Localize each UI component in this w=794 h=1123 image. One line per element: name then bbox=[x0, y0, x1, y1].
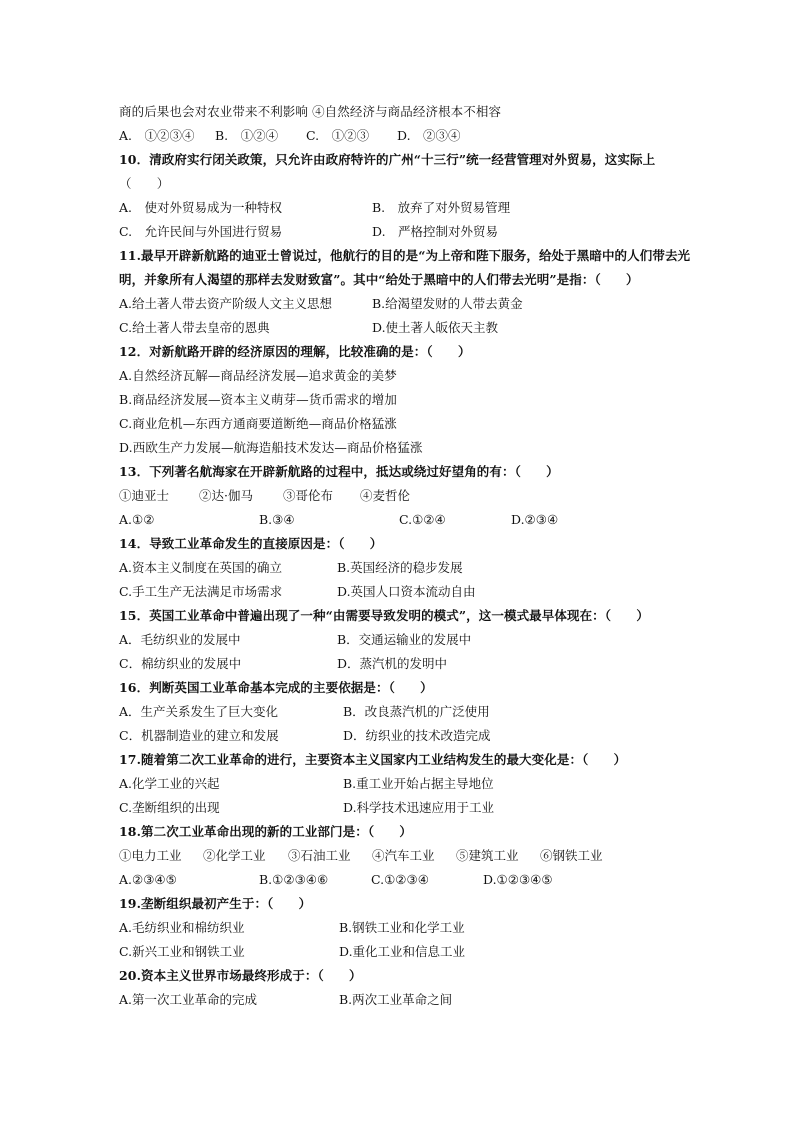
answer-option: A. ①②③④ bbox=[119, 128, 195, 143]
answer-option: D. 严格控制对外贸易 bbox=[372, 224, 499, 239]
answer-option: ③石油工业 bbox=[288, 848, 351, 863]
answer-option: A.毛纺织业和棉纺织业 bbox=[119, 920, 245, 935]
answer-option: C.手工生产无法满足市场需求 bbox=[119, 584, 283, 599]
answer-option: ④汽车工业 bbox=[372, 848, 435, 863]
answer-option: A.化学工业的兴起 bbox=[119, 776, 220, 791]
answer-option: D.英国人口资本流动自由 bbox=[337, 584, 476, 599]
answer-option: A.给土著人带去资产阶级人文主义思想 bbox=[119, 296, 333, 311]
answer-option: ②达·伽马 bbox=[199, 488, 253, 503]
answer-option: D．蒸汽机的发明中 bbox=[337, 656, 448, 671]
question-text: 11.最早开辟新航路的迪亚士曾说过，他航行的目的是“为上帝和陛下服务，给处于黑暗中的人们带去光 bbox=[119, 248, 691, 263]
answer-option: A.①② bbox=[119, 512, 155, 527]
question-text: 12．对新航路开辟的经济原因的理解，比较准确的是：（ ） bbox=[119, 344, 471, 359]
answer-option: C. ①②③ bbox=[306, 128, 370, 143]
answer-option: C.给土著人带去皇帝的恩典 bbox=[119, 320, 270, 335]
answer-option: ⑥钢铁工业 bbox=[540, 848, 603, 863]
answer-option: D. ②③④ bbox=[397, 128, 461, 143]
answer-option: A．毛纺织业的发展中 bbox=[119, 632, 241, 647]
question-text: 16．判断英国工业革命基本完成的主要依据是：（ ） bbox=[119, 680, 433, 695]
answer-option: ⑤建筑工业 bbox=[456, 848, 519, 863]
text-line: （ ） bbox=[119, 176, 170, 191]
answer-option: A.第一次工业革命的完成 bbox=[119, 992, 258, 1007]
question-text: 17.随着第二次工业革命的进行，主要资本主义国家内工业结构发生的最大变化是：（ ） bbox=[119, 752, 627, 767]
question-text: 10．清政府实行闭关政策，只允许由政府特许的广州“十三行”统一经营管理对外贸易，这实际上 bbox=[119, 152, 656, 167]
question-text: 19.垄断组织最初产生于：（ ） bbox=[119, 896, 312, 911]
answer-option: C．棉纺织业的发展中 bbox=[119, 656, 242, 671]
answer-option: ②化学工业 bbox=[203, 848, 266, 863]
text-line: A.自然经济瓦解—商品经济发展—追求黄金的美梦 bbox=[119, 368, 397, 383]
answer-option: B.①②③④⑥ bbox=[259, 872, 329, 887]
answer-option: ③哥伦布 bbox=[283, 488, 334, 503]
question-text: 20.资本主义世界市场最终形成于：（ ） bbox=[119, 968, 362, 983]
answer-option: A.资本主义制度在英国的确立 bbox=[119, 560, 283, 575]
answer-option: ④麦哲伦 bbox=[360, 488, 411, 503]
answer-option: ①电力工业 bbox=[119, 848, 182, 863]
answer-option: D.使土著人皈依天主教 bbox=[372, 320, 499, 335]
answer-option: A. 使对外贸易成为一种特权 bbox=[119, 200, 283, 215]
question-text: 13．下列著名航海家在开辟新航路的过程中，抵达或绕过好望角的有：（ ） bbox=[119, 464, 559, 479]
answer-option: D.②③④ bbox=[511, 512, 559, 527]
answer-option: B．交通运输业的发展中 bbox=[337, 632, 472, 647]
answer-option: A.②③④⑤ bbox=[119, 872, 177, 887]
question-text: 15．英国工业革命中普遍出现了一种“由需要导致发明的模式”，这一模式最早体现在：（ ） bbox=[119, 608, 649, 623]
answer-option: B．改良蒸汽机的广泛使用 bbox=[343, 704, 490, 719]
answer-option: B.钢铁工业和化学工业 bbox=[339, 920, 465, 935]
text-line: B.商品经济发展—资本主义萌芽—货币需求的增加 bbox=[119, 392, 397, 407]
text-line: 商的后果也会对农业带来不利影响 ④自然经济与商品经济根本不相容 bbox=[119, 104, 502, 119]
answer-option: C.新兴工业和钢铁工业 bbox=[119, 944, 245, 959]
answer-option: D．纺织业的技术改造完成 bbox=[343, 728, 491, 743]
answer-option: A．生产关系发生了巨大变化 bbox=[119, 704, 279, 719]
answer-option: C. 允许民间与外国进行贸易 bbox=[119, 224, 283, 239]
answer-option: B.给渴望发财的人带去黄金 bbox=[372, 296, 523, 311]
answer-option: B. 放弃了对外贸易管理 bbox=[372, 200, 511, 215]
answer-option: B.两次工业革命之间 bbox=[339, 992, 453, 1007]
answer-option: B.英国经济的稳步发展 bbox=[337, 560, 463, 575]
answer-option: B.③④ bbox=[259, 512, 295, 527]
text-line: C.商业危机—东西方通商要道断绝—商品价格猛涨 bbox=[119, 416, 397, 431]
answer-option: C．机器制造业的建立和发展 bbox=[119, 728, 279, 743]
question-text: 14．导致工业革命发生的直接原因是：（ ） bbox=[119, 536, 383, 551]
question-text: 18.第二次工业革命出现的新的工业部门是：（ ） bbox=[119, 824, 412, 839]
answer-option: D.重化工业和信息工业 bbox=[339, 944, 466, 959]
answer-option: D.科学技术迅速应用于工业 bbox=[343, 800, 495, 815]
answer-option: C.①②③④ bbox=[371, 872, 429, 887]
answer-option: ①迪亚士 bbox=[119, 488, 170, 503]
answer-option: B.重工业开始占据主导地位 bbox=[343, 776, 494, 791]
question-text: 明，并象所有人渴望的那样去发财致富”。其中“给处于黑暗中的人们带去光明”是指：（ ） bbox=[119, 272, 639, 287]
answer-option: C.垄断组织的出现 bbox=[119, 800, 220, 815]
answer-option: D.①②③④⑤ bbox=[483, 872, 553, 887]
answer-option: C.①②④ bbox=[399, 512, 446, 527]
text-line: D.西欧生产力发展—航海造船技术发达—商品价格猛涨 bbox=[119, 440, 423, 455]
answer-option: B. ①②④ bbox=[215, 128, 279, 143]
